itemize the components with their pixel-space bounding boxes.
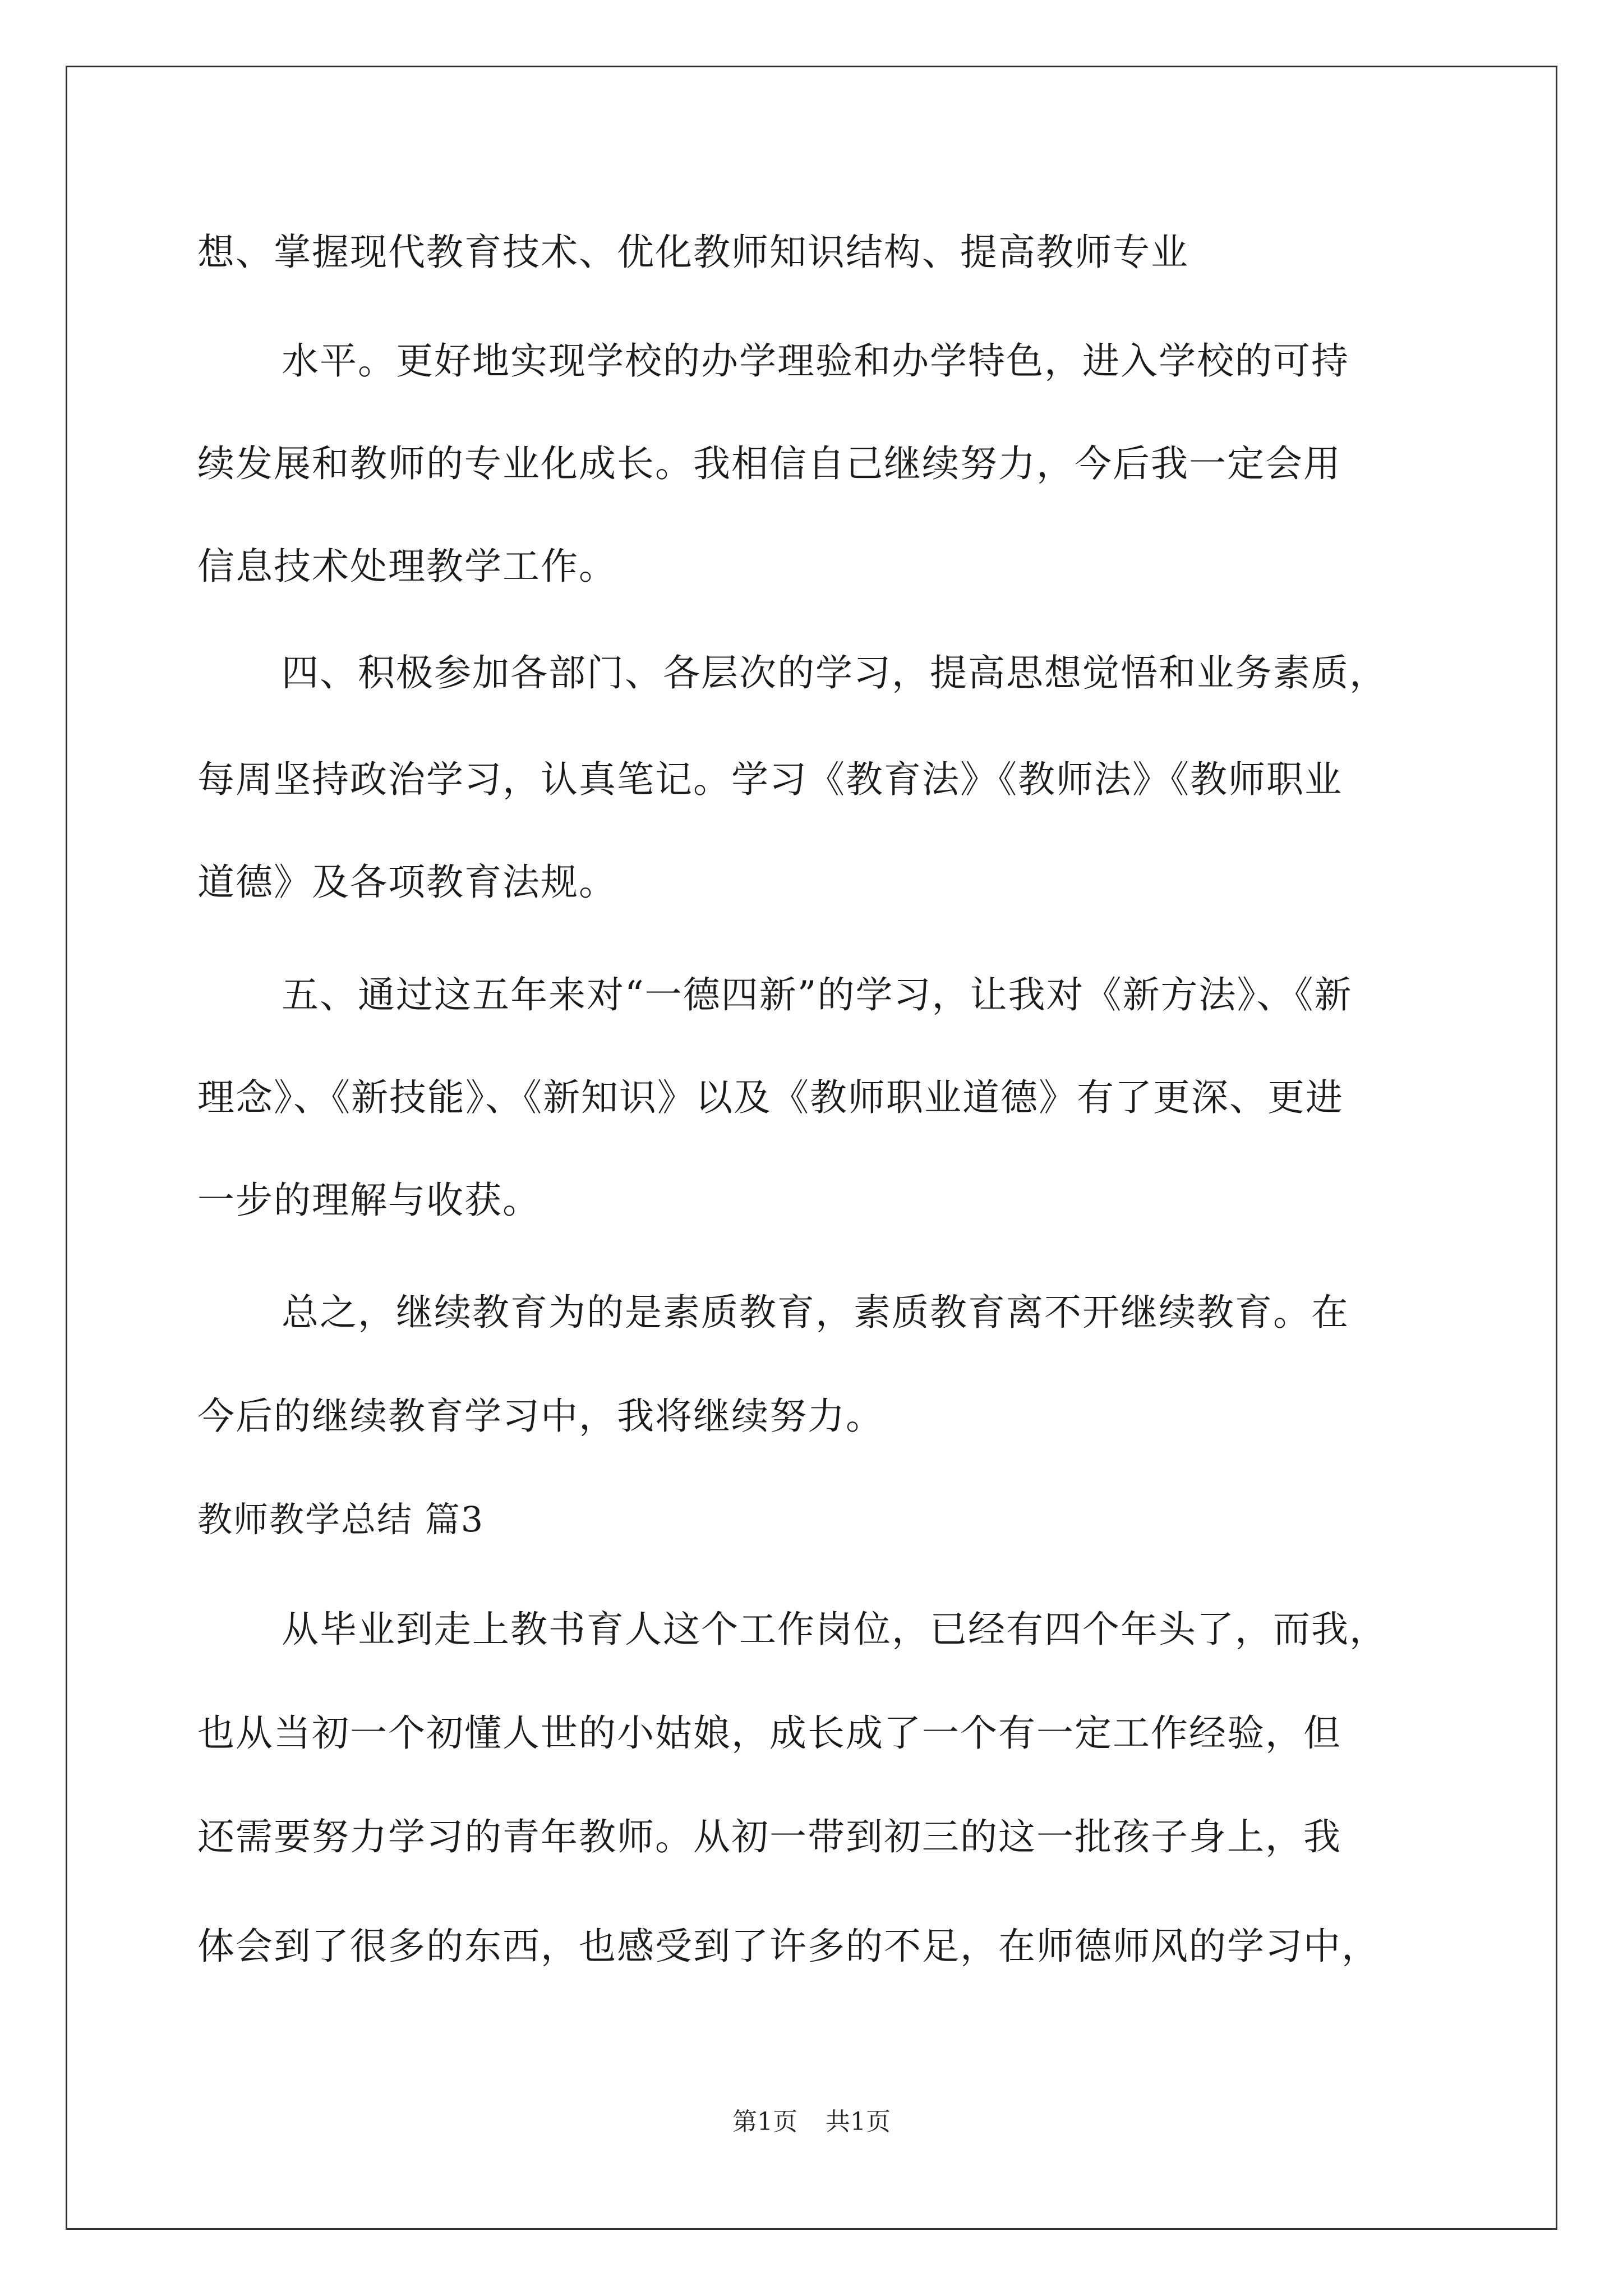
text-line: 总之，继续教育为的是素质教育，素质教育离不开继续教育。在	[282, 1291, 1349, 1334]
text-line: 理念》、《新技能》、《新知识》以及《教师职业道德》有了更深、更进	[197, 1076, 1344, 1119]
text-line: 体会到了很多的东西，也感受到了许多的不足，在师德师风的学习中，	[197, 1925, 1380, 1968]
page-footer	[0, 2106, 1623, 2138]
text-line: 从毕业到走上教书育人这个工作岗位，已经有四个年头了，而我，	[282, 1608, 1387, 1651]
text-line: 水平。更好地实现学校的办学理验和办学特色，进入学校的可持	[282, 339, 1349, 383]
text-line: 续发展和教师的专业化成长。我相信自己继续努力，今后我一定会用	[197, 442, 1341, 485]
page-total: 共1页	[826, 2108, 891, 2136]
text-line: 还需要努力学习的青年教师。从初一带到初三的这一批孩子身上，我	[197, 1815, 1341, 1858]
text-line: 今后的继续教育学习中，我将继续努力。	[197, 1395, 884, 1438]
page-border	[66, 66, 1557, 2230]
text-line: 五、通过这五年来对“一德四新”的学习，让我对《新方法》、《新	[282, 973, 1353, 1016]
page-number: 第1页	[732, 2108, 797, 2136]
text-line: 也从当初一个初懂人世的小姑娘，成长成了一个有一定工作经验，但	[197, 1711, 1341, 1755]
section-heading: 教师教学总结 篇3	[197, 1499, 485, 1540]
text-line: 四、积极参加各部门、各层次的学习，提高思想觉悟和业务素质，	[282, 651, 1387, 694]
text-line: 一步的理解与收获。	[197, 1179, 541, 1222]
text-line: 道德》及各项教育法规。	[197, 861, 617, 904]
text-line: 信息技术处理教学工作。	[197, 545, 617, 588]
text-line: 想、掌握现代教育技术、优化教师知识结构、提高教师专业	[197, 231, 1189, 274]
text-line: 每周坚持政治学习，认真笔记。学习《教育法》《教师法》《教师职业	[197, 758, 1343, 801]
